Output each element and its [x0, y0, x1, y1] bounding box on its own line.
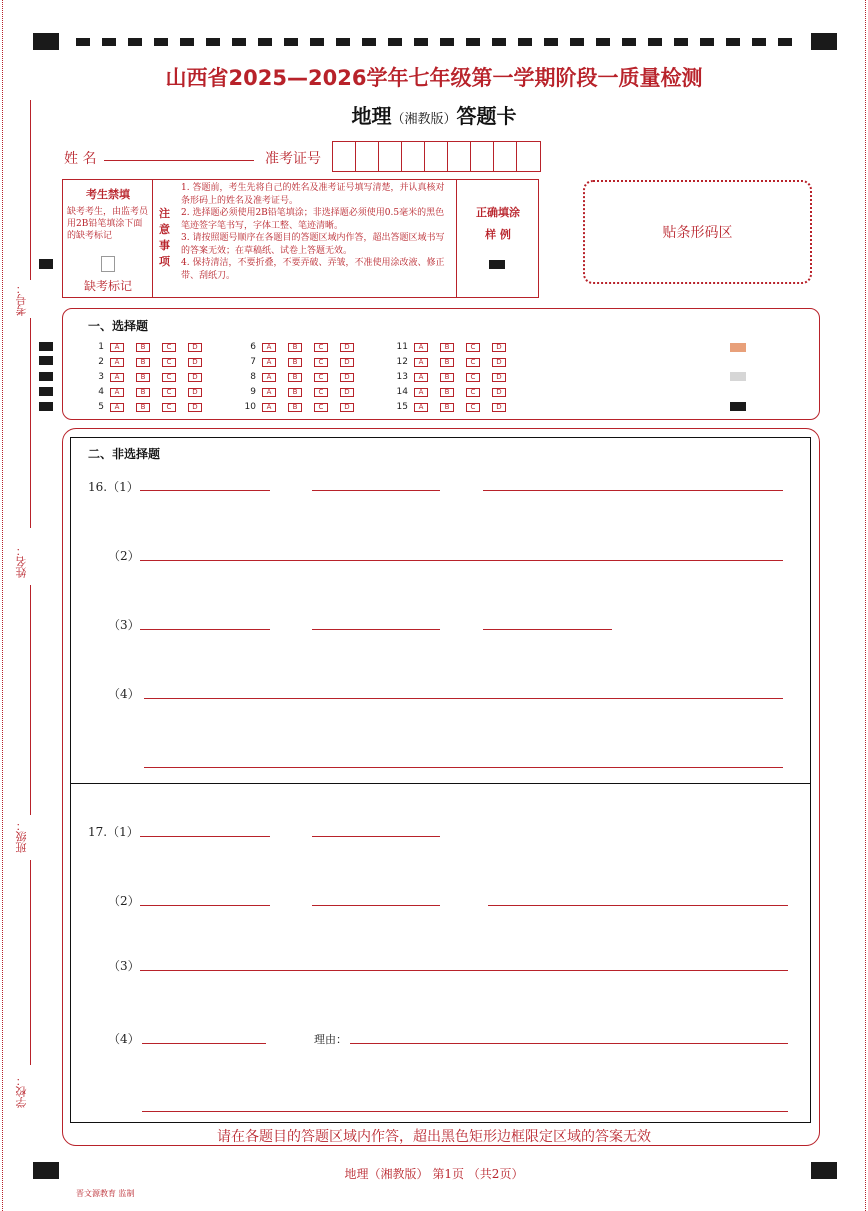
- notice-item: 2. 选择题必须使用2B铅笔填涂；非选择题必须使用0.5毫米的黑色笔迹签字笔书写，字体工整、笔迹清晰。: [181, 208, 445, 231]
- side-line: [30, 860, 31, 1065]
- mc-option-c-bubble[interactable]: C: [314, 388, 328, 397]
- footer-warning: 请在各题目的答题区域内作答，超出黑色矩形边框限定区域的答案无效: [217, 1129, 651, 1145]
- exam-digit-box[interactable]: [471, 142, 494, 171]
- corner-mark-top-left: [33, 33, 59, 50]
- mc-option-d-bubble[interactable]: D: [340, 373, 354, 382]
- notice-title: 注意事项: [159, 207, 170, 268]
- mc-question-number: 12: [396, 357, 408, 367]
- mc-question-number: 14: [396, 387, 408, 397]
- mc-question-number: 15: [396, 402, 408, 412]
- mc-option-a-bubble[interactable]: A: [414, 388, 428, 397]
- q16-3-blank-c[interactable]: [483, 629, 612, 630]
- mc-question-row: [240, 357, 366, 367]
- mc-question-row: [392, 387, 518, 397]
- mc-question-number: 7: [250, 357, 256, 367]
- mc-option-d-bubble[interactable]: D: [188, 403, 202, 412]
- subject-label: 地理: [351, 104, 392, 128]
- exam-digit-box[interactable]: [494, 142, 517, 171]
- sample-title: 正确填涂: [476, 206, 520, 219]
- mc-option-b-bubble[interactable]: B: [288, 343, 302, 352]
- q16-part3-label: （3）: [108, 618, 140, 632]
- mc-option-a-bubble[interactable]: A: [110, 373, 124, 382]
- mc-option-a-bubble[interactable]: A: [110, 358, 124, 367]
- exam-digit-box[interactable]: [402, 142, 425, 171]
- mc-option-b-bubble[interactable]: B: [136, 388, 150, 397]
- mc-option-b-bubble[interactable]: B: [440, 403, 454, 412]
- q17-2-blank-a[interactable]: [140, 905, 270, 906]
- q16-1-blank-b[interactable]: [312, 490, 440, 491]
- mc-option-b-bubble[interactable]: B: [136, 343, 150, 352]
- q17-part1-label: 17.（1）: [88, 825, 139, 839]
- mc-question-row: [240, 372, 366, 382]
- absent-label: 缺考标记: [83, 279, 132, 293]
- mc-option-a-bubble[interactable]: A: [414, 358, 428, 367]
- q16-4-blank-a[interactable]: [144, 698, 783, 699]
- mc-question-number: 8: [250, 372, 256, 382]
- mc-option-c-bubble[interactable]: C: [162, 388, 176, 397]
- q16-4-blank-b[interactable]: [144, 767, 783, 768]
- mc-option-a-bubble[interactable]: A: [110, 388, 124, 397]
- mc-question-number: 11: [396, 342, 408, 352]
- mc-option-c-bubble[interactable]: C: [466, 373, 480, 382]
- mc-question-row: [88, 372, 214, 382]
- answer-frame: [70, 437, 811, 1123]
- notice-item: 3. 请按照题号顺序在各题目的答题区域内作答，超出答题区域书写的答案无效；在草稿纸、试卷上答题无效。: [181, 233, 445, 256]
- q17-2-blank-b[interactable]: [312, 905, 440, 906]
- q16-3-blank-a[interactable]: [140, 629, 270, 630]
- q16-1-blank-c[interactable]: [483, 490, 783, 491]
- q16-part2-label: （2）: [108, 549, 140, 563]
- forbidden-text: 缺考考生，由监考员用2B铅笔填涂下面的缺考标记: [67, 207, 149, 241]
- timing-mark: [39, 342, 53, 351]
- mc-option-a-bubble[interactable]: A: [110, 343, 124, 352]
- mc-question-number: 4: [98, 387, 104, 397]
- q17-1-blank-a[interactable]: [140, 836, 270, 837]
- absent-mark-box[interactable]: [101, 256, 115, 272]
- instructions-box: [62, 179, 539, 298]
- mc-question-row: [88, 402, 214, 412]
- mc-option-d-bubble[interactable]: D: [188, 373, 202, 382]
- q17-4-blank[interactable]: [142, 1043, 266, 1044]
- page-subtitle: [0, 100, 868, 129]
- corner-mark-top-right: [811, 33, 837, 50]
- exam-number-label: 准考证号: [265, 151, 321, 167]
- mc-question-number: 6: [250, 342, 256, 352]
- timing-mark: [39, 402, 53, 411]
- question-divider: [70, 783, 811, 784]
- q16-part1-label: 16.（1）: [88, 480, 139, 494]
- mc-question-number: 1: [98, 342, 104, 352]
- mc-option-a-bubble[interactable]: A: [262, 388, 276, 397]
- mc-option-d-bubble[interactable]: D: [492, 358, 506, 367]
- mc-option-b-bubble[interactable]: B: [136, 403, 150, 412]
- mc-question-row: [88, 357, 214, 367]
- page-number: 地理（湘教版） 第1页 （共2页）: [344, 1167, 524, 1181]
- mc-option-d-bubble[interactable]: D: [340, 343, 354, 352]
- filled-sample-mark: [489, 260, 505, 269]
- mc-option-b-bubble[interactable]: B: [136, 358, 150, 367]
- mc-question-row: [88, 342, 214, 352]
- mc-option-d-bubble[interactable]: D: [492, 388, 506, 397]
- color-swatch: [730, 372, 746, 381]
- mc-question-number: 13: [396, 372, 408, 382]
- q17-part4-label: （4）: [108, 1032, 140, 1046]
- side-label-name: 姓名：: [15, 545, 28, 578]
- mc-option-a-bubble[interactable]: A: [262, 343, 276, 352]
- mc-option-d-bubble[interactable]: D: [340, 388, 354, 397]
- mc-question-number: 9: [250, 387, 256, 397]
- mc-option-c-bubble[interactable]: C: [466, 343, 480, 352]
- color-swatch: [730, 402, 746, 411]
- timing-mark: [39, 259, 53, 269]
- side-line: [30, 585, 31, 815]
- mc-option-a-bubble[interactable]: A: [110, 403, 124, 412]
- mc-option-d-bubble[interactable]: D: [340, 358, 354, 367]
- left-dotted-border: [2, 0, 3, 1211]
- mc-option-b-bubble[interactable]: B: [440, 373, 454, 382]
- mc-question-row: [240, 342, 366, 352]
- side-label-exam-no: 考号：: [15, 283, 28, 316]
- notice-item: 4. 保持清洁，不要折叠，不要弄破、弄皱，不准使用涂改液、修正带、刮纸刀。: [181, 258, 445, 281]
- q16-1-blank-a[interactable]: [140, 490, 270, 491]
- q17-4-reason-blank-a[interactable]: [350, 1043, 788, 1044]
- exam-digit-box[interactable]: [517, 142, 540, 171]
- notice-cell: [153, 180, 457, 297]
- mc-option-a-bubble[interactable]: A: [262, 403, 276, 412]
- mc-option-d-bubble[interactable]: D: [188, 343, 202, 352]
- reason-label: 理由：: [314, 1033, 347, 1046]
- q17-part3-label: （3）: [108, 959, 140, 973]
- mc-option-b-bubble[interactable]: B: [440, 388, 454, 397]
- mc-option-a-bubble[interactable]: A: [414, 373, 428, 382]
- side-label-class: 班级：: [15, 820, 28, 853]
- mc-option-b-bubble[interactable]: B: [440, 343, 454, 352]
- sample-subtitle: 样 例: [485, 228, 511, 241]
- timing-mark: [39, 356, 53, 365]
- notice-item: 1. 答题前，考生先将自己的姓名及准考证号填写清楚，并认真核对条形码上的姓名及准考证号。: [181, 183, 445, 206]
- forbidden-cell: [63, 180, 153, 297]
- mc-question-row: [88, 387, 214, 397]
- barcode-area: 贴条形码区: [583, 180, 812, 284]
- exam-number-boxes[interactable]: [332, 141, 541, 172]
- mc-option-b-bubble[interactable]: B: [288, 388, 302, 397]
- section2-title: 二、非选择题: [88, 447, 161, 461]
- mc-option-c-bubble[interactable]: C: [162, 343, 176, 352]
- q17-2-blank-c[interactable]: [488, 905, 788, 906]
- mc-option-d-bubble[interactable]: D: [188, 358, 202, 367]
- mc-question-number: 10: [244, 402, 256, 412]
- timing-mark: [39, 387, 53, 396]
- mc-option-c-bubble[interactable]: C: [314, 373, 328, 382]
- color-swatch: [730, 343, 746, 352]
- mc-option-c-bubble[interactable]: C: [466, 403, 480, 412]
- exam-digit-box[interactable]: [448, 142, 471, 171]
- mc-option-d-bubble[interactable]: D: [492, 343, 506, 352]
- exam-digit-box[interactable]: [425, 142, 448, 171]
- mc-option-a-bubble[interactable]: A: [414, 343, 428, 352]
- notice-list: [181, 182, 453, 282]
- timing-track-top: [76, 38, 792, 46]
- mc-question-number: 2: [98, 357, 104, 367]
- mc-option-c-bubble[interactable]: C: [466, 358, 480, 367]
- mc-question-row: [392, 342, 518, 352]
- exam-digit-box[interactable]: [333, 142, 356, 171]
- q16-2-blank[interactable]: [140, 560, 783, 561]
- mc-option-c-bubble[interactable]: C: [314, 403, 328, 412]
- name-field[interactable]: [104, 160, 254, 161]
- mc-option-b-bubble[interactable]: B: [288, 358, 302, 367]
- side-line: [30, 318, 31, 528]
- side-label-school: 学校：: [15, 1075, 28, 1108]
- mc-option-d-bubble[interactable]: D: [492, 373, 506, 382]
- sample-cell: [457, 180, 539, 297]
- q17-4-reason-blank-b[interactable]: [142, 1111, 788, 1112]
- mc-question-row: [392, 402, 518, 412]
- name-label: 姓 名: [64, 151, 97, 167]
- exam-digit-box[interactable]: [356, 142, 379, 171]
- q17-3-blank[interactable]: [140, 970, 788, 971]
- mc-option-b-bubble[interactable]: B: [440, 358, 454, 367]
- mc-option-d-bubble[interactable]: D: [188, 388, 202, 397]
- q16-part4-label: （4）: [108, 687, 140, 701]
- mc-option-a-bubble[interactable]: A: [414, 403, 428, 412]
- mc-option-c-bubble[interactable]: C: [162, 373, 176, 382]
- mc-question-number: 5: [98, 402, 104, 412]
- mc-question-row: [240, 402, 366, 412]
- mc-question-row: [392, 372, 518, 382]
- edition-label: （湘教版）: [391, 112, 457, 127]
- mc-option-c-bubble[interactable]: C: [314, 343, 328, 352]
- mc-question-row: [240, 387, 366, 397]
- mc-question-row: [392, 357, 518, 367]
- timing-mark: [39, 372, 53, 381]
- section1-title: 一、选择题: [88, 319, 149, 333]
- mc-option-c-bubble[interactable]: C: [162, 358, 176, 367]
- mc-option-c-bubble[interactable]: C: [162, 403, 176, 412]
- mc-option-b-bubble[interactable]: B: [288, 373, 302, 382]
- q16-3-blank-b[interactable]: [312, 629, 440, 630]
- mc-option-d-bubble[interactable]: D: [492, 403, 506, 412]
- mc-option-c-bubble[interactable]: C: [466, 388, 480, 397]
- mc-option-d-bubble[interactable]: D: [340, 403, 354, 412]
- q17-part2-label: （2）: [108, 894, 140, 908]
- page-title: 山西省2025—2026学年七年级第一学期阶段一质量检测: [165, 66, 703, 90]
- publisher-credit: 晋文源教育 监制: [76, 1189, 135, 1198]
- right-dotted-border: [865, 0, 866, 1211]
- q17-1-blank-b[interactable]: [312, 836, 440, 837]
- card-label: 答题卡: [456, 104, 517, 128]
- mc-option-b-bubble[interactable]: B: [288, 403, 302, 412]
- forbidden-title: 考生禁填: [86, 188, 130, 201]
- mc-option-a-bubble[interactable]: A: [262, 373, 276, 382]
- exam-digit-box[interactable]: [379, 142, 402, 171]
- mc-question-number: 3: [98, 372, 104, 382]
- mc-option-b-bubble[interactable]: B: [136, 373, 150, 382]
- mc-option-c-bubble[interactable]: C: [314, 358, 328, 367]
- mc-option-a-bubble[interactable]: A: [262, 358, 276, 367]
